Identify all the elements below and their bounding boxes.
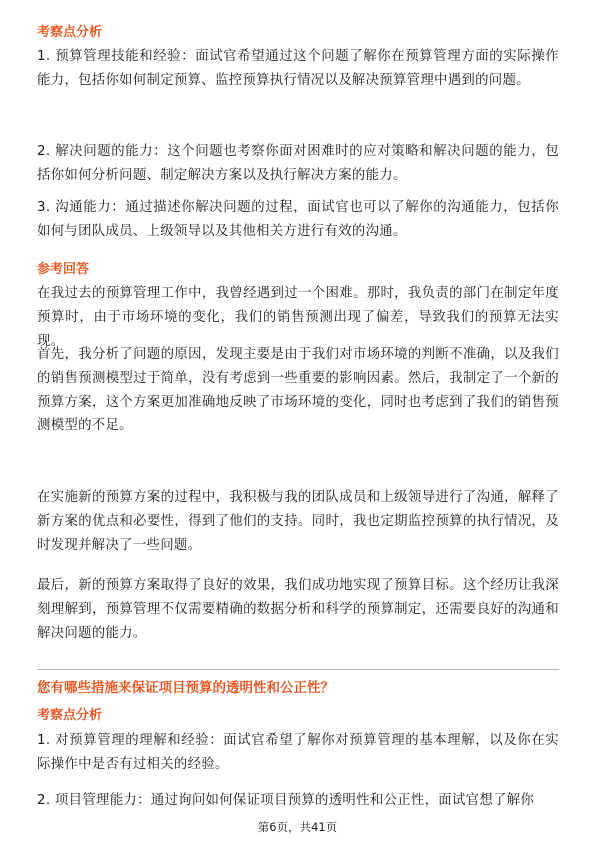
section-heading-analysis-2: 考察点分析	[37, 708, 103, 723]
analysis-item-2: 2. 解决问题的能力：这个问题也考察你面对困难时的应对策略和解决问题的能力，包括你如何分析问题、制定解决方案以及执行解决方案的能力。	[37, 144, 559, 183]
section-heading-answer: 参考回答	[37, 262, 90, 277]
answer-paragraph-3: 在实施新的预算方案的过程中，我积极与我的团队成员和上级领导进行了沟通，解释了新方案的优点和必要性，得到了他们的支持。同时，我也定期监控预算的执行情况，及时发现并解决了一些问题。	[37, 490, 559, 553]
section-divider	[37, 669, 559, 670]
answer-paragraph-2: 首先，我分析了问题的原因，发现主要是由于我们对市场环境的判断不准确，以及我们的销售预测模型过于简单，没有考虑到一些重要的影响因素。然后，我制定了一个新的预算方案，这个方案更加准确地反映了市场环境的变化，同时也考虑到了我们的销售预测模型的不足。	[37, 347, 559, 434]
answer-paragraph-1: 在我过去的预算管理工作中，我曾经遇到过一个困难。那时，我负责的部门在制定年度预算时，由于市场环境的变化，我们的销售预测出现了偏差，导致我们的预算无法实现。	[37, 286, 559, 349]
section-heading-analysis: 考察点分析	[37, 25, 103, 40]
analysis-item-1: 1. 预算管理技能和经验：面试官希望通过这个问题了解你在预算管理方面的实际操作能力，包括你如何制定预算、监控预算执行情况以及解决预算管理中遇到的问题。	[37, 49, 559, 88]
question-title: 您有哪些措施来保证项目预算的透明性和公正性？	[37, 680, 334, 696]
analysis2-item-1: 1. 对预算管理的理解和经验：面试官希望了解你对预算管理的基本理解，以及你在实际操作中是否有过相关的经验。	[37, 733, 559, 772]
analysis-item-3: 3. 沟通能力：通过描述你解决问题的过程，面试官也可以了解你的沟通能力，包括你如何与团队成员、上级领导以及其他相关方进行有效的沟通。	[37, 200, 559, 239]
answer-paragraph-4: 最后，新的预算方案取得了良好的效果，我们成功地实现了预算目标。这个经历让我深刻理解到，预算管理不仅需要精确的数据分析和科学的预算制定，还需要良好的沟通和解决问题的能力。	[37, 578, 559, 641]
page-number: 第6页，共41页	[257, 820, 338, 834]
analysis2-item-2: 2. 项目管理能力：通过询问如何保证项目预算的透明性和公正性，面试官想了解你	[37, 793, 535, 808]
